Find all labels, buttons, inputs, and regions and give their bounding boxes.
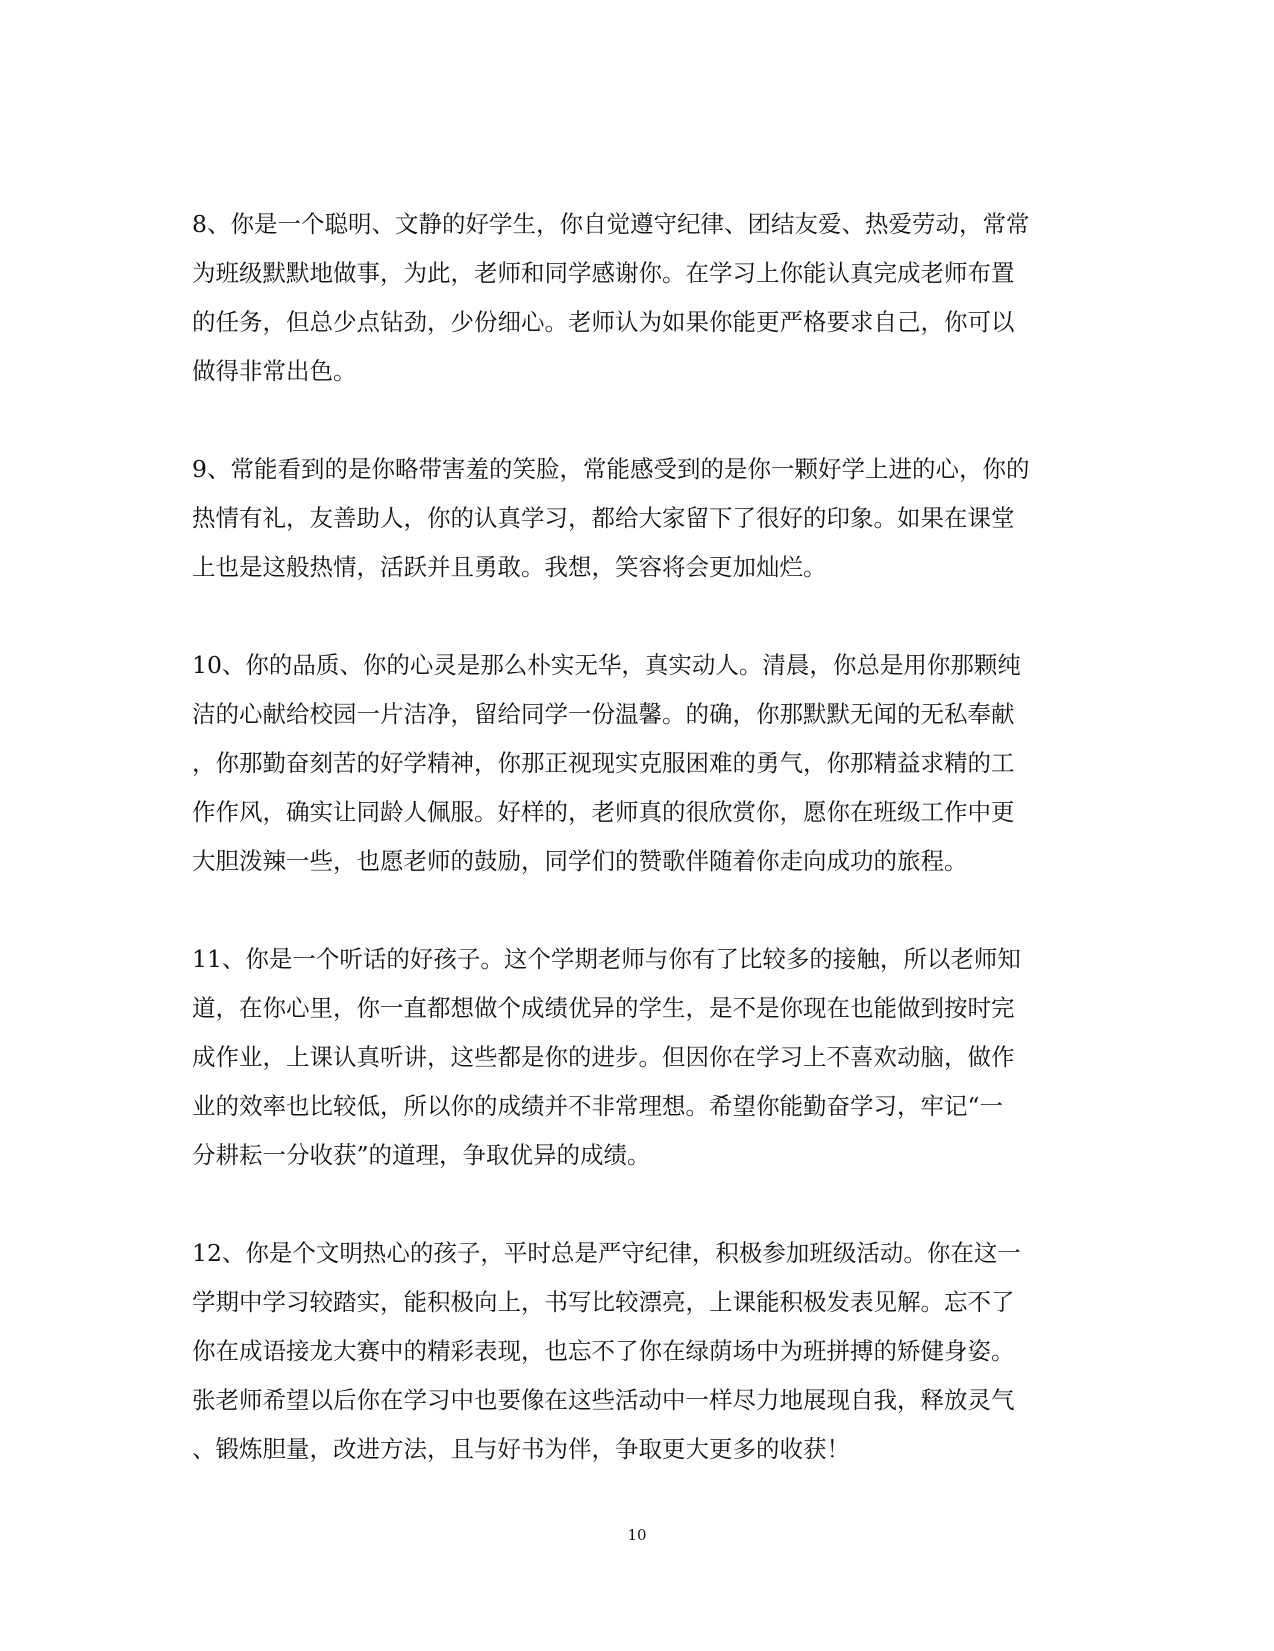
document-body [192, 200, 1082, 1523]
paragraph-line: 12、你是个文明热心的孩子，平时总是严守纪律，积极参加班级活动。你在这一 [192, 1239, 1021, 1267]
paragraph-line: 的任务，但总少点钻劲，少份细心。老师认为如果你能更严格要求自己，你可以 [192, 308, 1015, 336]
page-number: 10 [627, 1526, 647, 1544]
comment-paragraph-11 [192, 935, 1082, 1180]
paragraph-line: 大胆泼辣一些，也愿老师的鼓励，同学们的赞歌伴随着你走向成功的旅程。 [192, 847, 968, 875]
comment-paragraph-9 [192, 445, 1082, 592]
paragraph-line: 业的效率也比较低，所以你的成绩并不非常理想。希望你能勤奋学习，牢记“一 [192, 1092, 1004, 1120]
paragraph-line: 道，在你心里，你一直都想做个成绩优异的学生，是不是你现在也能做到按时完 [192, 994, 1015, 1022]
paragraph-line: 作作风，确实让同龄人佩服。好样的，老师真的很欣赏你，愿你在班级工作中更 [192, 798, 1015, 826]
paragraph-line: 张老师希望以后你在学习中也要像在这些活动中一样尽力地展现自我，释放灵气 [192, 1386, 1015, 1414]
comment-paragraph-10 [192, 641, 1082, 886]
paragraph-line: 学期中学习较踏实，能积极向上，书写比较漂亮，上课能积极发表见解。忘不了 [192, 1288, 1015, 1316]
paragraph-line: 成作业，上课认真听讲，这些都是你的进步。但因你在学习上不喜欢动脑，做作 [192, 1043, 1015, 1071]
paragraph-line: 做得非常出色。 [192, 357, 357, 385]
paragraph-line: 分耕耘一分收获”的道理，争取优异的成绩。 [192, 1141, 651, 1169]
comment-paragraph-8 [192, 200, 1082, 396]
paragraph-line: 10、你的品质、你的心灵是那么朴实无华，真实动人。清晨，你总是用你那颗纯 [192, 651, 1021, 679]
paragraph-line: 9、常能看到的是你略带害羞的笑脸，常能感受到的是你一颗好学上进的心，你的 [192, 455, 1030, 483]
paragraph-line: ，你那勤奋刻苦的好学精神，你那正视现实克服困难的勇气，你那精益求精的工 [192, 749, 1015, 777]
paragraph-line: 11、你是一个听话的好孩子。这个学期老师与你有了比较多的接触，所以老师知 [192, 945, 1021, 973]
paragraph-line: 8、你是一个聪明、文静的好学生，你自觉遵守纪律、团结友爱、热爱劳动，常常 [192, 210, 1030, 238]
paragraph-line: 、锻炼胆量，改进方法，且与好书为伴，争取更大更多的收获！ [192, 1435, 850, 1463]
paragraph-line: 上也是这般热情，活跃并且勇敢。我想，笑容将会更加灿烂。 [192, 553, 827, 581]
paragraph-line: 你在成语接龙大赛中的精彩表现，也忘不了你在绿荫场中为班拼搏的矫健身姿。 [192, 1337, 1015, 1365]
comment-paragraph-12 [192, 1229, 1082, 1474]
paragraph-line: 洁的心献给校园一片洁净，留给同学一份温馨。的确，你那默默无闻的无私奉献 [192, 700, 1015, 728]
paragraph-line: 为班级默默地做事，为此，老师和同学感谢你。在学习上你能认真完成老师布置 [192, 259, 1015, 287]
paragraph-line: 热情有礼，友善助人，你的认真学习，都给大家留下了很好的印象。如果在课堂 [192, 504, 1015, 532]
